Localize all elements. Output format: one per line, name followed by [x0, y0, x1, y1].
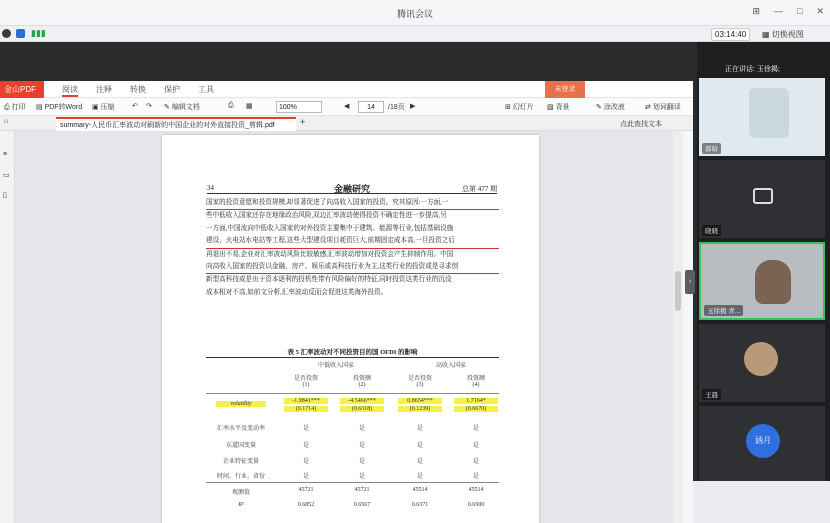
page-input[interactable]: 14 — [358, 101, 384, 113]
row-label: volatility — [216, 401, 266, 407]
table-cell: 0.6371 — [411, 502, 429, 508]
shield-icon[interactable] — [16, 29, 25, 38]
menu-convert[interactable]: 转换 — [130, 85, 146, 94]
table-cell: 是 — [358, 474, 365, 480]
table-caption: 表 5 汇率波动对不同投资目的国 OFDI 的影响 — [287, 349, 418, 356]
correction-label: 涂改液 — [603, 104, 625, 111]
participant-name: 晓晓 — [702, 225, 721, 236]
page-header — [207, 182, 497, 194]
text-line: 成本相对不高,如前文分析,汇率波动反而会促进这类海外投资。 — [206, 288, 388, 296]
print-button[interactable]: ⎙ 打印 — [4, 104, 26, 111]
collapse-panel-handle[interactable]: › — [685, 270, 695, 294]
translate-button[interactable]: ⇄ 划词翻译 — [645, 104, 681, 111]
text-line: 新型高科技或是出于资本逐利的投机性带有风险偏好的特征,同时投资这类行业的沉没 — [206, 276, 452, 284]
menu-tools[interactable]: 工具 — [198, 85, 214, 94]
col-num: (1) — [302, 382, 310, 388]
table-cell: (0.6670) — [454, 406, 498, 412]
avatar: 涵月 — [746, 424, 780, 458]
group-header: 中低收入国家 — [317, 363, 354, 369]
attachment-icon[interactable]: ▯ — [3, 192, 7, 199]
table-cell: 45721 — [354, 487, 370, 493]
redo-icon[interactable]: ↷ — [146, 103, 152, 110]
col-head: 投资额 — [466, 376, 485, 382]
text-line: 向高收入国家的投资以金融、房产、娱乐或高科技行业为主,这类行业的投资或是寻求创 — [206, 261, 499, 274]
col-head: 是否投资 — [293, 376, 318, 382]
table-cell: 是 — [416, 459, 423, 465]
edit-document-button[interactable]: ✎ 编辑文档 — [164, 104, 200, 111]
col-num: (2) — [358, 382, 366, 388]
close-icon[interactable]: ✕ — [816, 6, 824, 16]
compress-button[interactable]: ▣ 压缩 — [92, 104, 115, 111]
maximize-icon[interactable]: □ — [797, 6, 803, 16]
scrollbar-thumb[interactable] — [675, 271, 681, 311]
row-label: 东道国变量 — [225, 443, 256, 449]
text-line: 些中低收入国家还存在地缘政治风险,双边汇率波动使得投资不确定性进一步提高,另 — [206, 212, 447, 220]
menu-annotate[interactable]: 注释 — [96, 85, 112, 94]
document-viewer[interactable] — [15, 131, 683, 523]
correction-button[interactable]: ✎ 涂改液 — [596, 104, 625, 111]
table-cell: 0.8654*** — [398, 398, 442, 404]
compress-label: 压缩 — [100, 104, 115, 111]
participant-panel — [697, 42, 830, 481]
avatar — [744, 342, 778, 376]
camera-off-icon — [753, 188, 773, 204]
table-cell: 是 — [302, 426, 309, 432]
pdf-app-window — [0, 81, 693, 523]
window-titlebar — [0, 0, 830, 26]
col-num: (4) — [472, 382, 480, 388]
row-label: R² — [238, 502, 244, 508]
prev-page-icon[interactable]: ◀ — [344, 103, 350, 110]
row-label: 时间、行业、省份 — [216, 474, 265, 480]
vertical-scrollbar[interactable] — [673, 131, 683, 523]
pdf-menubar — [0, 81, 693, 98]
bookmark-icon[interactable]: ▭ — [3, 172, 10, 179]
switch-view-button[interactable]: ▦ 切换视图 — [762, 30, 804, 39]
row-label: 企业特征变量 — [222, 459, 259, 465]
table-cell: -4.5466*** — [340, 398, 384, 404]
save-icon[interactable]: ▦ — [246, 103, 253, 110]
switch-view-label: 切换视图 — [771, 30, 804, 39]
meeting-status-bar — [0, 26, 830, 42]
page-total: /18页 — [388, 104, 405, 111]
login-button[interactable]: 未登录 — [545, 81, 585, 98]
text-line: 再退出不易,企业对汇率波动风险比较敏感,汇率波动增加对投资会产生抑制作用。中国 — [206, 250, 454, 258]
table-cell: 0.6852 — [297, 502, 315, 508]
translate-label: 划词翻译 — [652, 104, 681, 111]
undo-icon[interactable]: ↶ — [132, 103, 138, 110]
home-icon[interactable]: ⌂ — [4, 118, 9, 125]
shared-screen — [0, 42, 697, 508]
table-cell: 是 — [416, 474, 423, 480]
pdf-to-word-label: PDF转Word — [44, 104, 83, 111]
pin-icon[interactable]: ⊞ — [752, 6, 761, 16]
video-tile-active[interactable] — [699, 242, 825, 320]
document-tabbar — [0, 116, 693, 131]
video-tile[interactable] — [699, 324, 825, 402]
journal-name: 金融研究 — [333, 184, 370, 194]
speaking-indicator: 正在讲话: 玉徐揭; — [725, 66, 780, 73]
table-cell: 是 — [358, 443, 365, 449]
row-label: 汇率水平及变动率 — [216, 426, 265, 432]
table-cell: 是 — [358, 459, 365, 465]
table-cell: 0.6500 — [467, 502, 485, 508]
room-scene — [749, 88, 789, 138]
row-label: 观测值 — [231, 490, 250, 496]
text-line: 一方面,中国流向中低收入国家的对外投资主要集中于建筑、能源等行业,包括基础设施 — [206, 224, 454, 232]
pdf-to-word-button[interactable]: ▤ PDF转Word — [36, 104, 83, 111]
find-text-link[interactable]: 点此查找文本 — [620, 121, 662, 128]
table-cell: -1.9841*** — [284, 398, 328, 404]
pdf-toolbar — [0, 98, 693, 116]
text-line: 国家的投资意愿和投资规模,却显著促进了向高收入国家的投资。究其原因:一方面,一 — [206, 197, 499, 210]
table-cell: (0.1714) — [284, 406, 328, 412]
new-tab-icon[interactable]: + — [300, 117, 306, 127]
menu-read[interactable]: 阅读 — [62, 84, 78, 97]
group-header: 高收入国家 — [435, 363, 466, 369]
col-head: 投资额 — [352, 376, 371, 382]
participant-face — [755, 260, 791, 304]
table-cell: 是 — [358, 426, 365, 432]
window-title: 腾讯会议 — [396, 9, 433, 19]
table-cell: 是 — [302, 474, 309, 480]
video-tile[interactable] — [699, 406, 825, 481]
menu-protect[interactable]: 保护 — [164, 85, 180, 94]
table-cell: 1.7164* — [454, 398, 498, 404]
app-logo[interactable]: 金山PDF — [0, 81, 44, 98]
table-cell: 0.6567 — [353, 502, 371, 508]
table-cell: (0.1239) — [398, 406, 442, 412]
col-head: 是否投资 — [407, 376, 432, 382]
thumbnail-icon[interactable]: ≡ — [3, 151, 8, 158]
slideshow-label: 幻灯片 — [512, 104, 534, 111]
document-tab[interactable]: summary-人民币汇率波动对刷新的中国企业的对外直接投资_剪辑.pdf — [56, 117, 296, 131]
next-page-icon[interactable]: ▶ — [410, 103, 416, 110]
video-tile[interactable] — [699, 78, 825, 156]
table-cell: 是 — [472, 459, 479, 465]
table-cell: 45514 — [412, 487, 428, 493]
background-button[interactable]: ▧ 背景 — [547, 104, 570, 111]
table-cell: 是 — [416, 443, 423, 449]
issue-number: 总第 477 期 — [462, 185, 497, 193]
pdf-page — [162, 135, 539, 523]
meeting-timer: 03:14:40 — [711, 28, 750, 41]
table-cell: (0.6318) — [340, 406, 384, 412]
participant-name: 王晨 — [702, 389, 721, 400]
text-line: 建设、火电站水电站等工程,这些大型建设项目耗资巨大,前期固定成本高,一旦投资之后 — [206, 235, 499, 248]
video-tile[interactable] — [699, 160, 825, 238]
print-label: 打印 — [11, 104, 26, 111]
left-sidebar — [0, 131, 15, 523]
minimize-icon[interactable]: — — [774, 6, 784, 16]
page-number: 34 — [207, 184, 214, 192]
table-cell: 45721 — [298, 487, 314, 493]
table-cell: 是 — [416, 426, 423, 432]
background-label: 背景 — [555, 104, 570, 111]
table-cell: 是 — [302, 443, 309, 449]
edit-document-label: 编辑文档 — [171, 104, 200, 111]
table-cell: 是 — [302, 459, 309, 465]
body-paragraph — [206, 197, 499, 299]
table-cell: 45514 — [468, 487, 484, 493]
zoom-select[interactable]: 100% — [276, 101, 322, 113]
table-cell: 是 — [472, 474, 479, 480]
participant-name: 玉徐揭 青... — [704, 305, 743, 316]
col-num: (3) — [416, 382, 424, 388]
slideshow-button[interactable]: ⊞ 幻灯片 — [505, 104, 534, 111]
table-cell: 是 — [472, 426, 479, 432]
participant-name: 郝晗 — [702, 143, 721, 154]
table-cell: 是 — [472, 443, 479, 449]
print-icon[interactable]: ⎙ — [228, 102, 234, 109]
info-icon[interactable] — [2, 29, 11, 38]
signal-icon: ▮▮▮ — [31, 28, 46, 38]
